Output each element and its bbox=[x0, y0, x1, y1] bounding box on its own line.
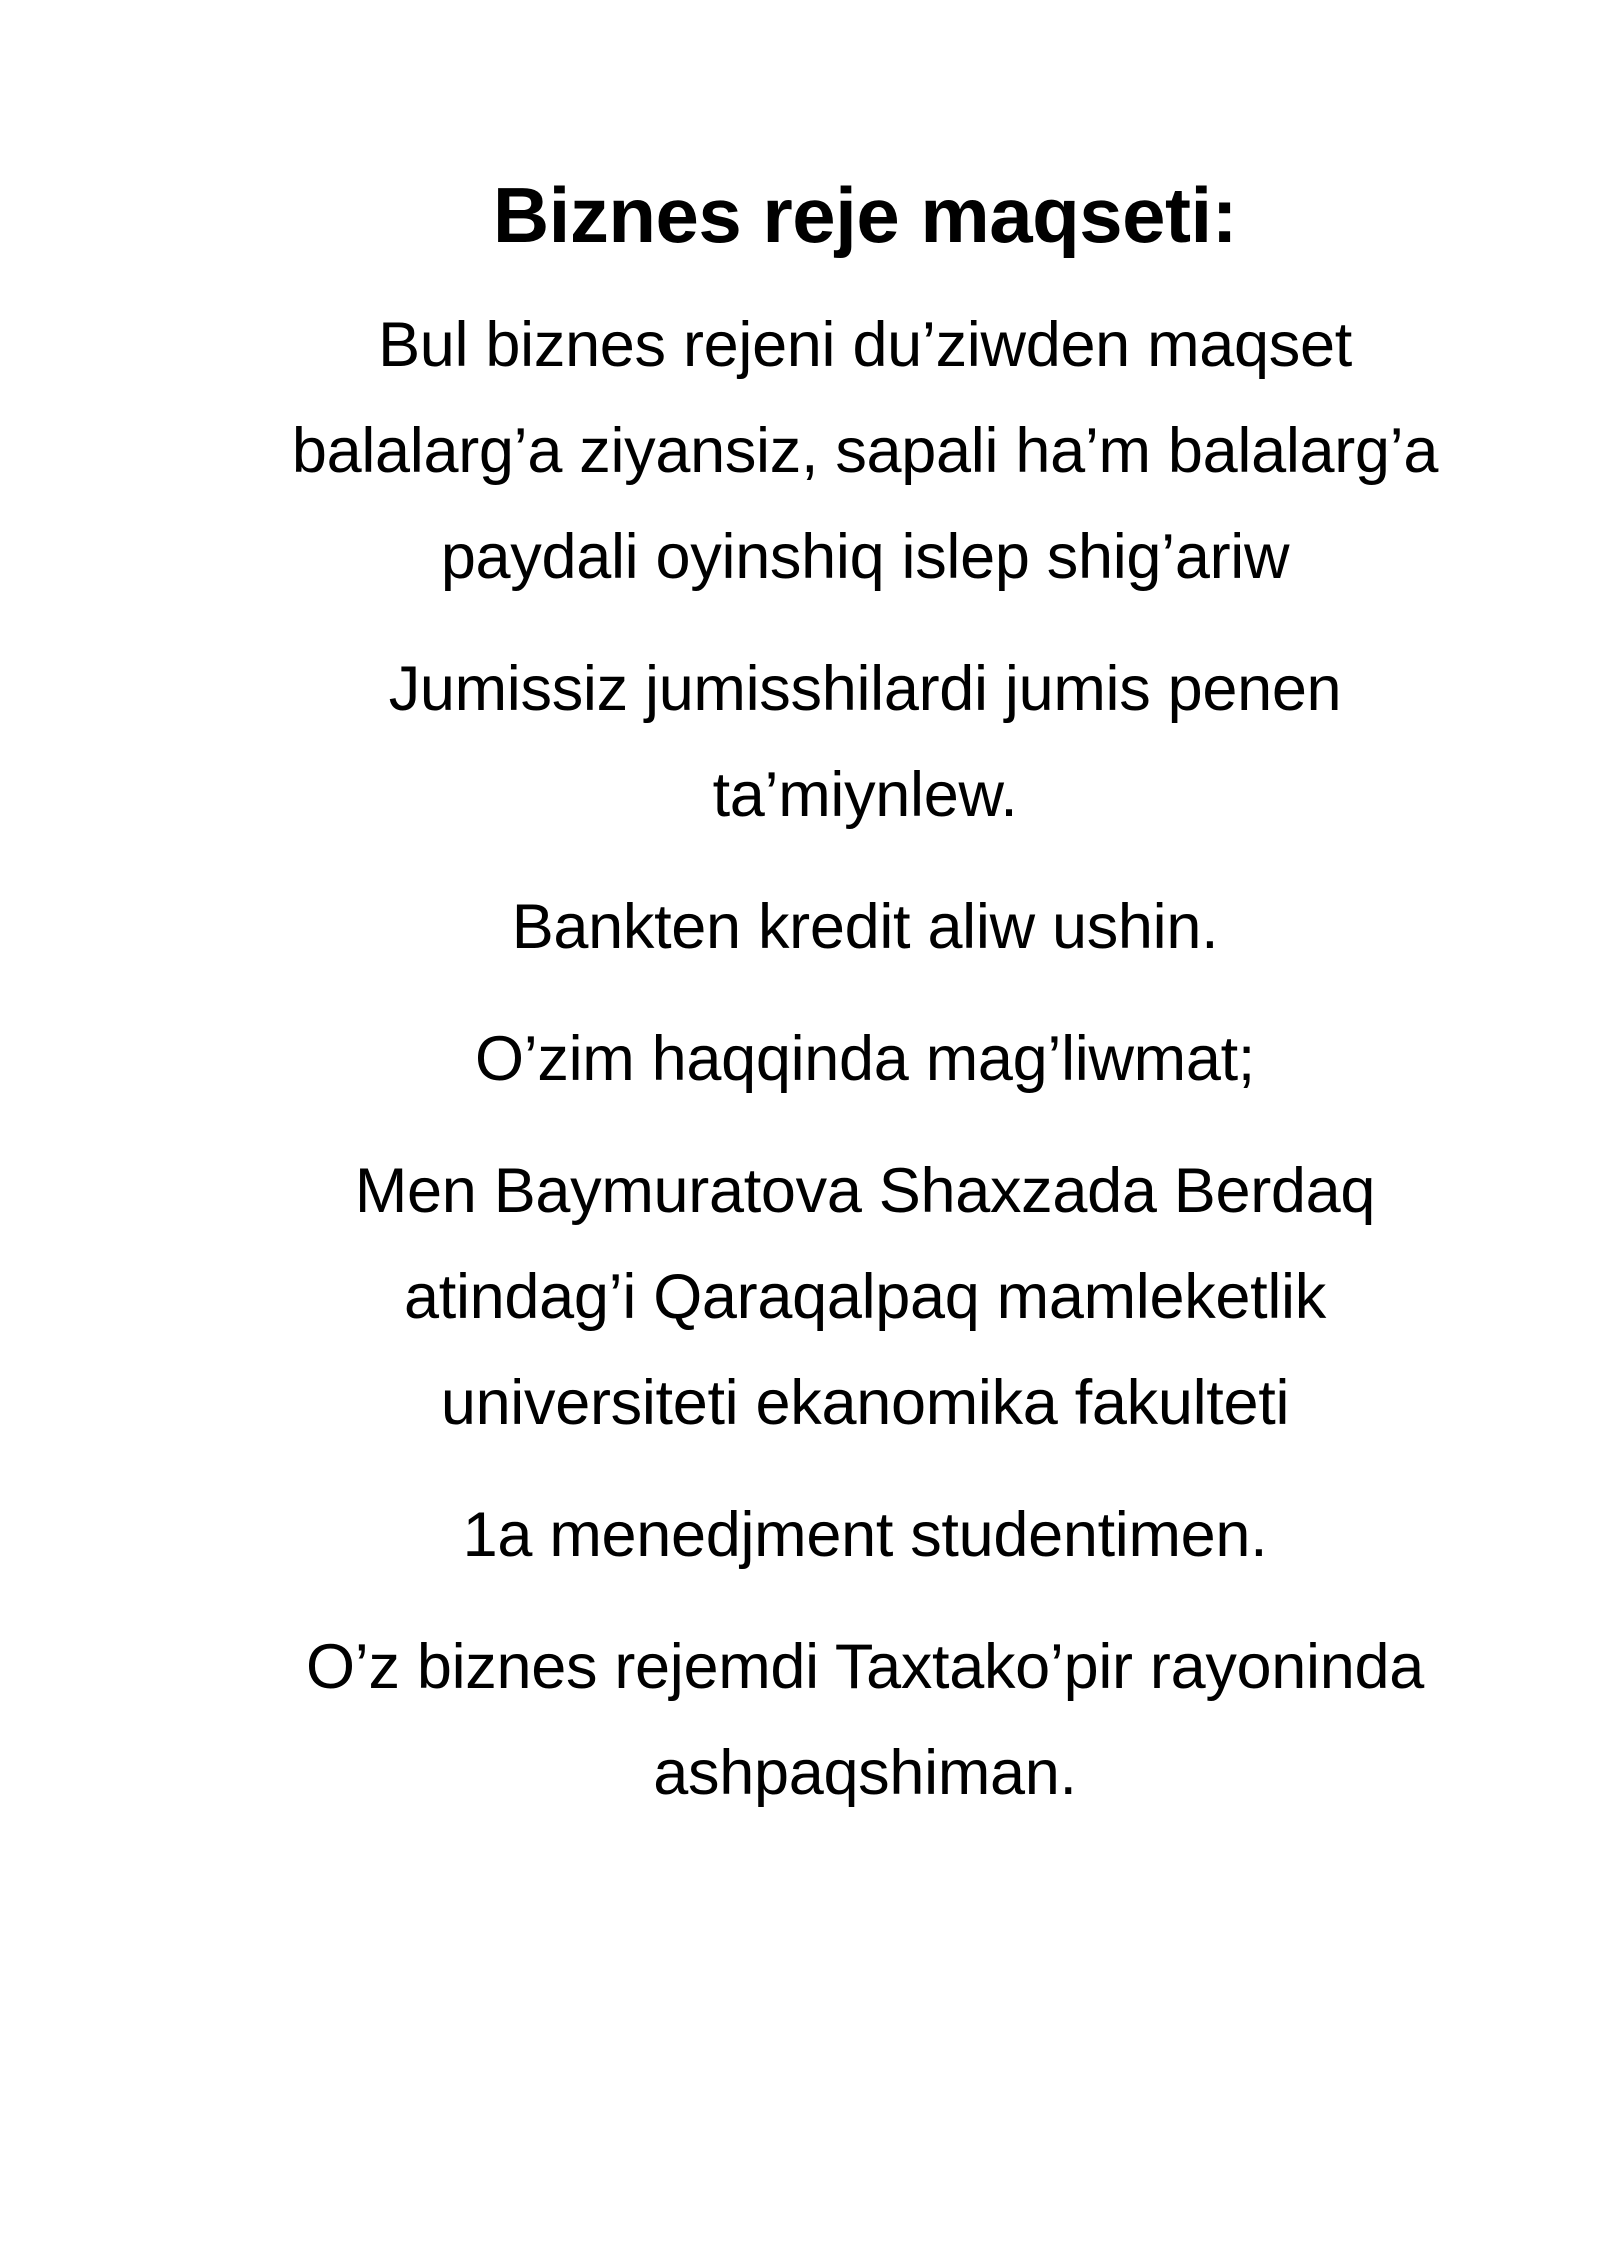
text-line: ashpaqshiman. bbox=[653, 1738, 1077, 1808]
paragraph-goal bbox=[220, 292, 1510, 610]
text-line: Men Baymuratova Shaxzada Berdaq bbox=[354, 1156, 1376, 1226]
paragraph-author bbox=[220, 1138, 1510, 1456]
paragraph-location bbox=[220, 1614, 1510, 1826]
text-line: O’zim haqqinda mag’liwmat; bbox=[474, 1024, 1255, 1094]
text-line: atindag’i Qaraqalpaq mamleketlik bbox=[404, 1262, 1326, 1332]
paragraph-employment bbox=[220, 636, 1510, 848]
text-line: Jumissiz jumisshilardi jumis penen bbox=[388, 654, 1342, 724]
text-line: paydali oyinshiq islep shig’ariw bbox=[440, 522, 1290, 592]
text-line: O’z biznes rejemdi Taxtako’pir rayoninda bbox=[306, 1632, 1424, 1702]
paragraph-about-heading bbox=[220, 1006, 1510, 1112]
text-line: universiteti ekanomika fakulteti bbox=[440, 1368, 1290, 1438]
text-line: 1a menedjment studentimen. bbox=[462, 1500, 1268, 1570]
text-line: Bul biznes rejeni du’ziwden maqset bbox=[378, 310, 1352, 380]
paragraph-credit bbox=[220, 874, 1510, 980]
text-line: balalarg’a ziyansiz, sapali ha’m balalarg’a bbox=[291, 416, 1439, 486]
paragraph-student bbox=[220, 1482, 1510, 1588]
text-line: Bankten kredit aliw ushin. bbox=[511, 892, 1219, 962]
document-body bbox=[220, 160, 1510, 1852]
text-line: ta’miynlew. bbox=[712, 760, 1018, 830]
document-title: Biznes reje maqseti: bbox=[492, 171, 1238, 259]
